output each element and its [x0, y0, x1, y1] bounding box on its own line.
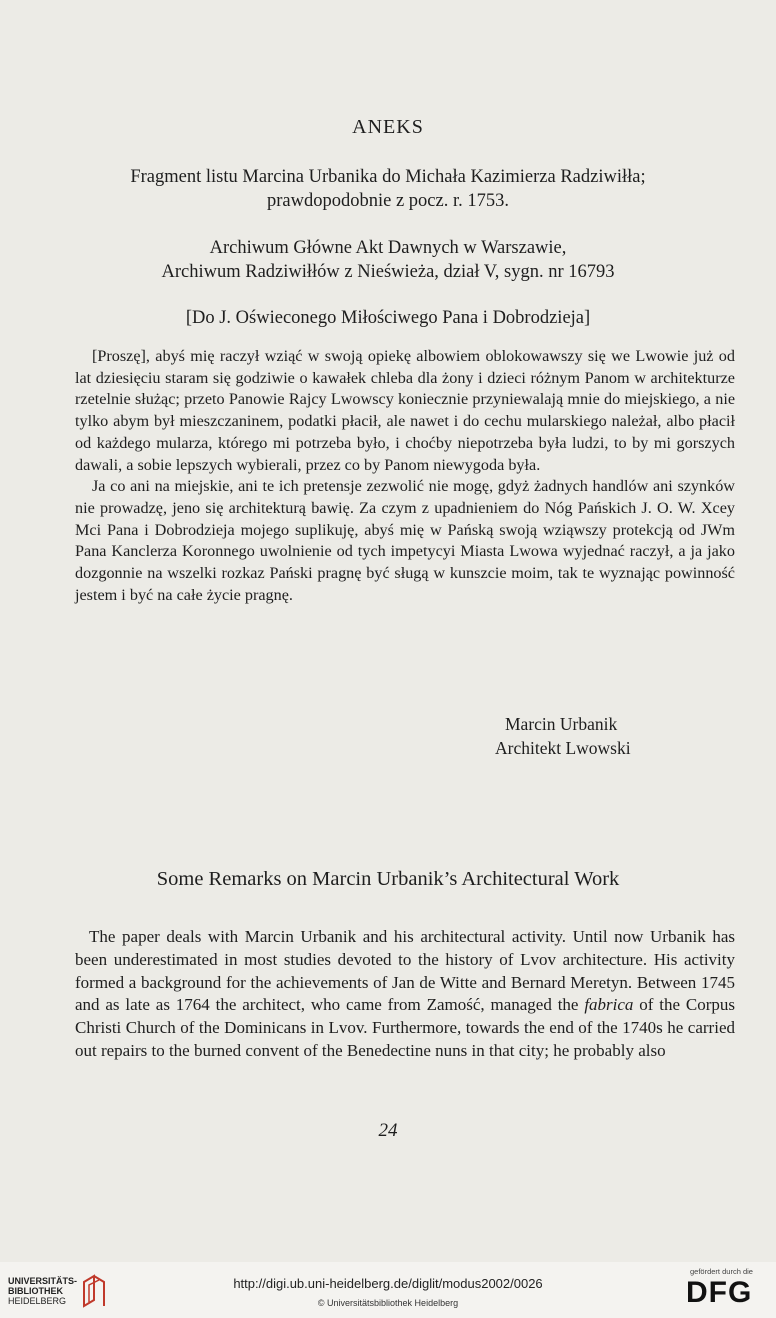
archive-line: Archiwum Radziwiłłów z Nieświeża, dział V, sygn. nr 16793	[161, 262, 615, 282]
archive-reference	[0, 236, 776, 284]
footer-bar	[0, 1262, 776, 1318]
letter-paragraph: [Proszę], abyś mię raczył wziąć w swoją opiekę albowiem oblokowawszy się we Lwowie już od lat dziesięciu staram się godziwie o kawałek chleba dla żony i dzieci różnym Panom w architekturze rzetelnie służąc; przeto Panowie Rajcy Lwowscy koniecznie przyniewalają mnie do miejskiego, a nie tylko abym był mieszczaninem, podatki płacił, ale nawet i do cechu mularskiego należał, albo płacił od każdego mularza, którego mi potrzeba było, i choćby niepotrzeba była ludzi, to by mi gorszych dawali, a sobie lepszych wybierali, przez co by Panom niewygoda była.	[75, 347, 735, 474]
signature	[495, 712, 695, 760]
document-url-link[interactable]: http://digi.ub.uni-heidelberg.de/diglit/modus2002/0026	[233, 1276, 543, 1291]
dfg-logo: DFG	[686, 1276, 753, 1309]
english-summary	[75, 926, 735, 1063]
english-paragraph	[75, 926, 735, 1063]
summary-text-part: of the Corpus Christi Church of the Dominicans in Lvov. Furthermore, towards the end of the 1740s he carried out repairs to the burned convent of the Benedectine nuns in that city; he probably also	[75, 995, 736, 1060]
archive-line: Archiwum Główne Akt Dawnych w Warszawie,	[209, 238, 567, 258]
appendix-heading: ANEKS	[352, 116, 424, 138]
letter-paragraph: Ja co ani na miejskie, ani te ich pretensje zezwolić nie mogę, gdyż żadnych handlów ani szynków nie prowadzę, jeno się architekturą bawię. Za czym z upadnieniem do Nóg Pańskich J. O. W. Xcey Mci Pana i Dobrodzieja mojego suplikuję, abyś mię w Pańską swoją wziąwszy protekcją od JWm Pana Kanclerza Koronnego uwolnienie od tych impetycyi Miasta Lwowa wyjednać raczył, a ja jako dozgonnie na wszelki rozkaz Pański pragnę być sługą w kunszcie moim, tak te wyznając powinność jestem i być na całe życie pragnę.	[75, 477, 735, 604]
page-number: 24	[378, 1120, 398, 1141]
summary-italic-term: fabrica	[584, 995, 634, 1015]
funding-label: gefördert durch die	[690, 1267, 753, 1276]
english-summary-heading: Some Remarks on Marcin Urbanik’s Architectural Work	[156, 868, 620, 890]
summary-text-part: The paper deals with Marcin Urbanik and his architectural activity. Until now Urbanik has been underestimated in most studies devoted to the history of Lvov architecture. His activity formed a background for the achievements of Jan de Witte and Bernard Meretyn. Between 1745 and as late as 1764 the architect, who came from Zamość, managed the	[75, 927, 735, 1015]
library-name-line: UNIVERSITÄTS-	[8, 1276, 78, 1286]
subtitle-line: prawdopodobnie z pocz. r. 1753.	[267, 191, 509, 211]
signature-name: Marcin Urbanik	[505, 714, 618, 734]
signature-title: Architekt Lwowski	[495, 738, 631, 758]
library-name-line: BIBLIOTHEK	[8, 1286, 63, 1296]
letter-subtitle	[0, 165, 776, 213]
salutation: [Do J. Oświeconego Miłościwego Pana i Dobrodzieja]	[185, 308, 591, 328]
subtitle-line: Fragment listu Marcina Urbanika do Michała Kazimierza Radziwiłła;	[130, 167, 646, 187]
library-name-line: HEIDELBERG	[8, 1296, 67, 1306]
copyright-notice: © Universitätsbibliothek Heidelberg	[317, 1298, 459, 1308]
letter-body	[75, 346, 735, 606]
